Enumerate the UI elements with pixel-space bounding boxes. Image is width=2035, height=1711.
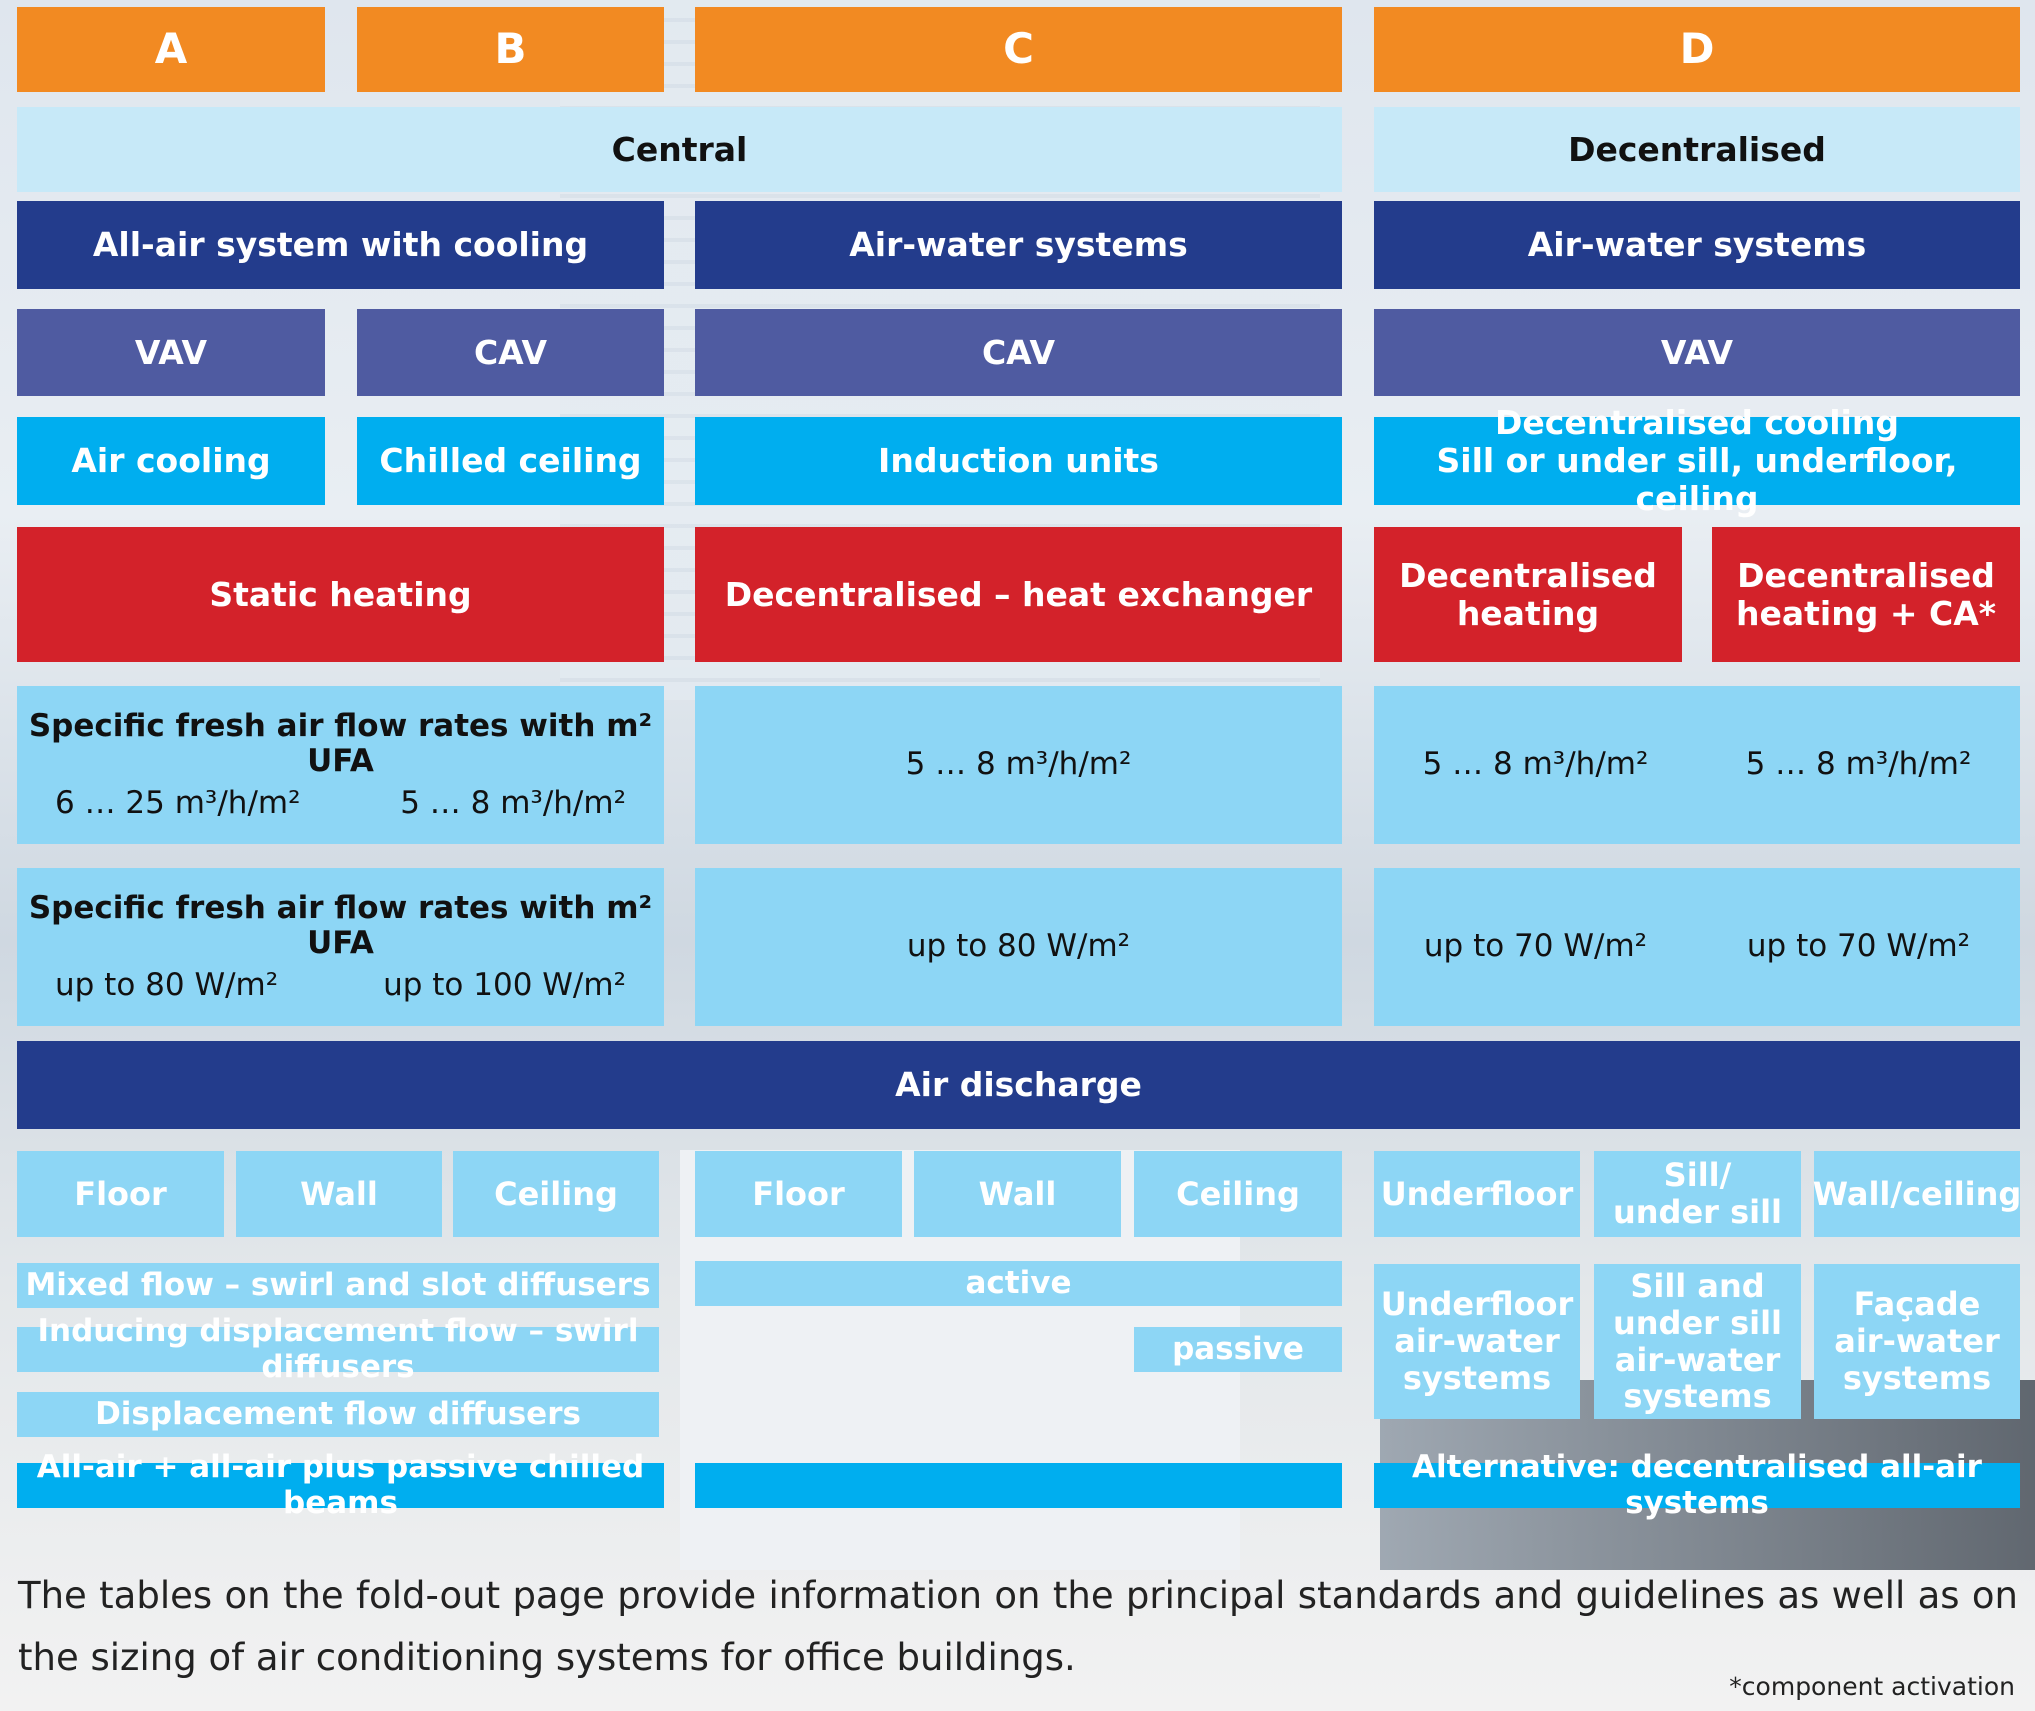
flow-type-c [695, 309, 1342, 396]
diffuser-label: Displacement flow diffusers [95, 1395, 581, 1432]
system-air-water-c [695, 201, 1342, 289]
heating-ab [17, 527, 664, 662]
system-label: Air-water systems [849, 225, 1188, 265]
cooling-b [357, 417, 664, 505]
discharge-d-underfloor [1374, 1151, 1580, 1237]
heating-label: heating + CA* [1736, 593, 1996, 633]
heating-label: Decentralised – heat exchanger [724, 574, 1313, 614]
system-d-label: Façade [1853, 1285, 1981, 1324]
cooling-d [1374, 403, 2020, 518]
loads-title: Specific fresh air flow rates with m² UFA [28, 889, 653, 962]
discharge-d-sill [1594, 1151, 1801, 1237]
flow-type-a [17, 309, 325, 396]
diffuser-label: Mixed flow – swirl and slot diffusers [25, 1266, 651, 1303]
heating-d2 [1712, 527, 2020, 662]
discharge-ab-floor [17, 1151, 224, 1237]
cooling-label: Air cooling [71, 441, 271, 481]
flow-type-d [1374, 309, 2020, 396]
cooling-label: Chilled ceiling [379, 441, 642, 481]
diffuser-inducing-displacement [17, 1312, 659, 1385]
airflow-value-a: 6 … 25 m³/h/m² [55, 784, 301, 821]
loads-values-row [17, 968, 664, 1004]
system-d-label: systems [1842, 1358, 1992, 1397]
heating-d1 [1374, 527, 1682, 662]
loads-value-c: up to 80 W/m² [906, 928, 1131, 965]
diffuser-displacement-flow [17, 1392, 659, 1437]
system-label: All-air system with cooling [92, 225, 589, 265]
system-all-air-cooling [17, 201, 664, 289]
discharge-label: Wall/ceiling [1812, 1174, 2022, 1213]
discharge-label: Floor [74, 1174, 167, 1213]
system-d-facade [1814, 1264, 2020, 1419]
cooling-c [695, 417, 1342, 505]
loads-d [1374, 868, 2020, 1026]
system-d-underfloor [1374, 1264, 1580, 1419]
air-discharge-label: Air discharge [895, 1065, 1142, 1105]
discharge-label: Ceiling [1176, 1174, 1300, 1213]
airflow-value-c: 5 … 8 m³/h/m² [905, 746, 1132, 783]
system-d-label: under sill [1612, 1303, 1783, 1342]
system-d-label: Sill and [1630, 1266, 1765, 1305]
cooling-label: Induction units [878, 441, 1159, 481]
airflow-values-row [17, 786, 664, 822]
column-letter: B [494, 24, 527, 74]
heating-c [695, 527, 1342, 662]
column-letter: D [1679, 24, 1715, 74]
airflow-value-d2: 5 … 8 m³/h/m² [1745, 746, 1972, 783]
airflow-c [695, 686, 1342, 844]
flow-type-b [357, 309, 664, 396]
column-letter: C [1003, 24, 1034, 74]
discharge-d-wallceiling [1814, 1151, 2020, 1237]
column-letter: A [154, 24, 188, 74]
heating-label: Decentralised [1737, 555, 1995, 595]
system-d-sill [1594, 1264, 1801, 1419]
bottom-d [1374, 1448, 2020, 1521]
diffuser-mixed-flow [17, 1263, 659, 1308]
flow-type-label: CAV [473, 332, 548, 372]
flow-type-label: CAV [981, 332, 1056, 372]
cooling-a [17, 417, 325, 505]
discharge-c-floor [695, 1151, 902, 1237]
discharge-label: Sill/ [1663, 1156, 1732, 1195]
cooling-label: Decentralised cooling [1495, 403, 1899, 443]
loads-value-d2: up to 70 W/m² [1746, 928, 1971, 965]
bottom-ab [17, 1448, 664, 1521]
column-header-a [17, 7, 325, 92]
activity-passive [1134, 1327, 1342, 1372]
bottom-label: All-air + all-air plus passive chilled beams [36, 1448, 645, 1521]
flow-type-label: VAV [134, 332, 208, 372]
system-air-water-d [1374, 201, 2020, 289]
air-discharge-bar [17, 1041, 2020, 1129]
system-d-label: systems [1402, 1358, 1552, 1397]
airflow-value-d1: 5 … 8 m³/h/m² [1422, 746, 1649, 783]
group-label: Central [611, 129, 748, 169]
group-decentralised [1374, 107, 2020, 192]
group-central [17, 107, 1342, 192]
activity-label: active [965, 1264, 1072, 1301]
activity-active [695, 1261, 1342, 1306]
system-d-label: Underfloor [1380, 1285, 1574, 1324]
loads-ab [17, 868, 664, 1026]
system-d-label: systems [1623, 1377, 1772, 1416]
heating-label: heating [1456, 593, 1600, 633]
discharge-c-ceiling [1134, 1151, 1342, 1237]
airflow-d [1374, 686, 2020, 844]
airflow-title: Specific fresh air flow rates with m² UFA [28, 707, 653, 780]
group-label: Decentralised [1568, 129, 1826, 169]
loads-c [695, 868, 1342, 1026]
activity-label: passive [1172, 1330, 1304, 1367]
discharge-ab-ceiling [453, 1151, 659, 1237]
system-d-label: air-water [1394, 1322, 1560, 1361]
discharge-label: Floor [752, 1174, 845, 1213]
system-d-label: air-water [1834, 1322, 2000, 1361]
loads-value-a: up to 80 W/m² [55, 966, 279, 1003]
discharge-label: Underfloor [1380, 1174, 1574, 1213]
discharge-label: Wall [978, 1174, 1057, 1213]
footnote: *component activation [1729, 1672, 2015, 1701]
flow-type-label: VAV [1660, 332, 1734, 372]
column-header-c [695, 7, 1342, 92]
airflow-value-b: 5 … 8 m³/h/m² [400, 784, 626, 821]
system-d-label: air-water [1614, 1340, 1781, 1379]
bottom-c [695, 1463, 1342, 1508]
bottom-label: Alternative: decentralised all-air systems [1412, 1448, 1982, 1521]
loads-value-d1: up to 70 W/m² [1423, 928, 1648, 965]
discharge-c-wall [914, 1151, 1121, 1237]
diffuser-label: Inducing displacement flow – swirl diffusers [37, 1312, 639, 1385]
heating-label: Decentralised [1399, 555, 1657, 595]
discharge-label: Ceiling [494, 1174, 618, 1213]
heating-label: Static heating [209, 574, 472, 614]
system-label: Air-water systems [1527, 225, 1867, 265]
footer-text: The tables on the fold-out page provide information on the principal standards and guidelines as well as on the sizing of air conditioning systems for office buildings. [18, 1574, 2018, 1679]
column-header-d [1374, 7, 2020, 92]
discharge-ab-wall [236, 1151, 442, 1237]
cooling-sublabel: Sill or under sill, underfloor, ceiling [1436, 441, 1958, 518]
loads-value-b: up to 100 W/m² [383, 966, 626, 1003]
discharge-label: Wall [300, 1174, 378, 1213]
column-header-b [357, 7, 664, 92]
airflow-ab [17, 686, 664, 844]
discharge-label: under sill [1612, 1193, 1783, 1231]
